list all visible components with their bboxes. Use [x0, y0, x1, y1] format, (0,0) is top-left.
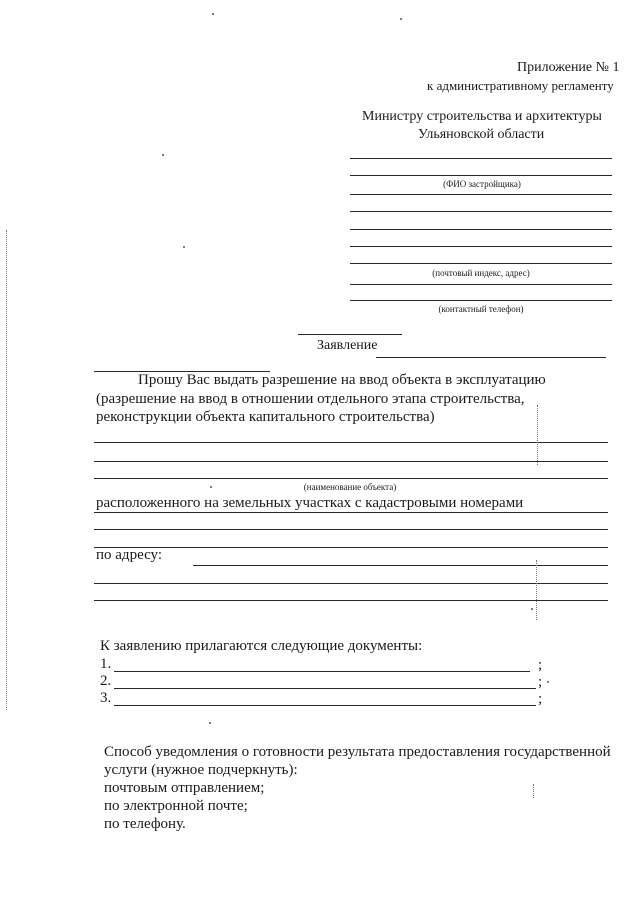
- notification-option-phone[interactable]: по телефону.: [104, 816, 186, 832]
- object-name-line-2[interactable]: [94, 461, 608, 462]
- notification-line-2: услуги (нужное подчеркнуть):: [104, 762, 298, 778]
- address-line-2[interactable]: [350, 211, 612, 212]
- statement-paragraph-line-1: Прошу Вас выдать разрешение на ввод объекта в эксплуатацию: [138, 372, 546, 388]
- address-line-4[interactable]: [350, 246, 612, 247]
- appendix-number: Приложение № 1: [517, 60, 620, 75]
- scan-speck: [183, 246, 185, 248]
- scan-edge-mark: [6, 230, 7, 710]
- object-address-line-3[interactable]: [94, 600, 608, 601]
- document-item-1-number: 1.: [100, 656, 112, 672]
- scan-speck: [212, 13, 214, 15]
- title-underline-right: [376, 357, 606, 358]
- address-line-3[interactable]: [350, 229, 612, 230]
- document-item-3-line[interactable]: [114, 705, 536, 706]
- cadastral-line-3[interactable]: [94, 547, 608, 548]
- object-name-line-3[interactable]: [94, 478, 608, 479]
- document-item-2-number: 2.: [100, 673, 112, 689]
- scan-speck: [162, 154, 164, 156]
- scan-dotted-mark: [533, 784, 534, 798]
- document-item-3-number: 3.: [100, 690, 112, 706]
- phone-line-2[interactable]: [350, 300, 612, 301]
- applicant-name-line-1[interactable]: [350, 158, 612, 159]
- address-label: по адресу:: [96, 547, 163, 563]
- scan-speck: [547, 681, 549, 683]
- document-item-2-terminator: ;: [538, 674, 543, 690]
- address-line-1[interactable]: [350, 194, 612, 195]
- phone-line-1[interactable]: [350, 284, 612, 285]
- cadastral-line-1[interactable]: [94, 512, 608, 513]
- notification-option-email[interactable]: по электронной почте;: [104, 798, 248, 814]
- regulation-reference: к административному регламенту: [427, 78, 614, 93]
- scan-speck: [209, 722, 211, 724]
- address-line-5[interactable]: [350, 263, 612, 264]
- phone-caption: (контактный телефон): [438, 304, 524, 314]
- cadastral-label: расположенного на земельных участках с кадастровыми номерами: [96, 495, 524, 511]
- object-caption: (наименование объекта): [303, 482, 397, 492]
- cadastral-line-2[interactable]: [94, 529, 608, 530]
- addressee-line-1: Министру строительства и архитектуры: [362, 109, 602, 124]
- scan-speck: [531, 608, 533, 610]
- object-address-line-2[interactable]: [94, 583, 608, 584]
- applicant-caption: (ФИО застройщика): [443, 179, 521, 189]
- object-name-line-1[interactable]: [94, 442, 608, 443]
- scan-speck: [210, 486, 212, 488]
- scan-speck: [400, 18, 402, 20]
- statement-title: Заявление: [317, 338, 378, 353]
- scan-dotted-mark: [536, 560, 537, 620]
- scan-dotted-mark: [537, 405, 538, 465]
- statement-paragraph-line-3: реконструкции объекта капитального строительства): [96, 409, 435, 425]
- address-caption: (почтовый индекс, адрес): [432, 268, 530, 278]
- document-item-3-terminator: ;: [538, 691, 543, 707]
- documents-intro: К заявлению прилагаются следующие документы:: [100, 638, 423, 654]
- statement-paragraph-line-2: (разрешение на ввод в отношении отдельного этапа строительства,: [96, 391, 525, 407]
- document-item-1-terminator: ;: [538, 657, 543, 673]
- notification-line-1: Способ уведомления о готовности результата предоставления государственной: [104, 744, 611, 760]
- document-item-2-line[interactable]: [114, 688, 536, 689]
- addressee-line-2: Ульяновской области: [418, 127, 545, 142]
- notification-option-mail[interactable]: почтовым отправлением;: [104, 780, 265, 796]
- document-item-1-line[interactable]: [114, 671, 530, 672]
- title-overline: [298, 334, 402, 335]
- object-address-line-1[interactable]: [193, 565, 608, 566]
- applicant-name-line-2[interactable]: [350, 175, 612, 176]
